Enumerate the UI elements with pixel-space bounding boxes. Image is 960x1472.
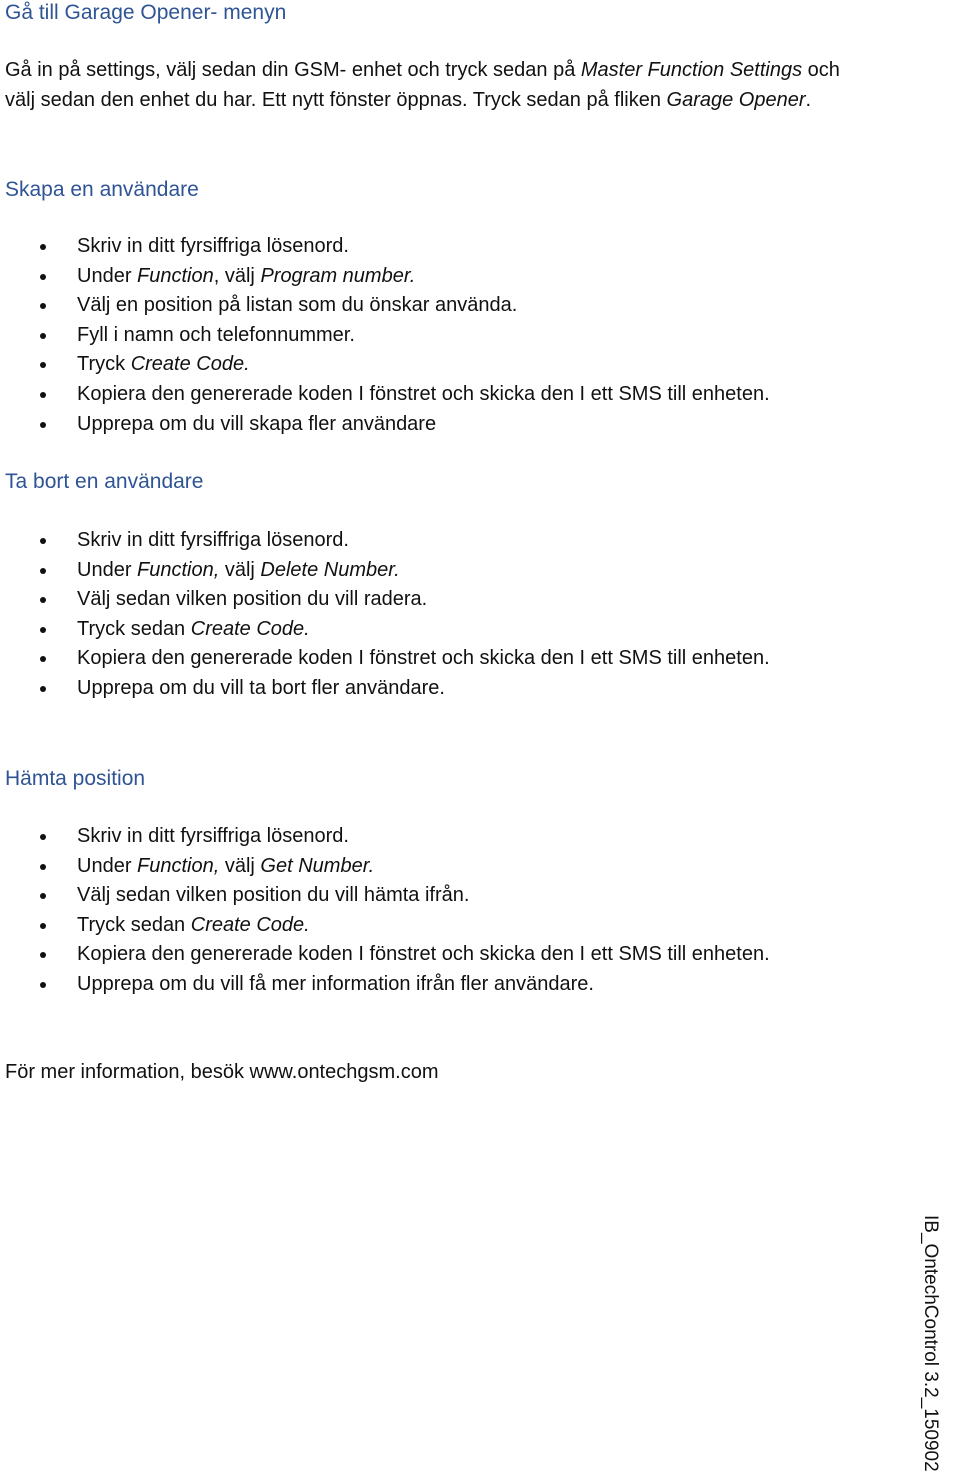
bullet-icon [40,422,46,428]
bullet-icon [40,362,46,368]
list-item-text: Tryck sedan [77,913,191,936]
bullet-icon [40,686,46,692]
bullet-icon [40,568,46,574]
bullet-icon [40,864,46,870]
list-item-text: Välj sedan vilken position du vill radera. [77,588,428,611]
list-item [0,674,770,704]
list-item-text: Välj sedan vilken position du vill hämta ifrån. [77,884,470,907]
list-item [0,822,770,852]
intro-line-2 [5,85,840,115]
list-item [0,232,770,262]
list-item [0,852,770,882]
intro-text: . [805,89,812,111]
list-item-emphasis: Function, [137,558,220,581]
list-item [0,321,770,351]
list-item [0,380,770,410]
list-item [0,911,770,941]
more-info-text: För mer information, besök www.ontechgsm.com [5,1061,439,1083]
list-item [0,556,770,586]
bullet-icon [40,538,46,544]
list-item-text: Tryck sedan [77,617,191,640]
list-item-text: Under [77,854,138,877]
list-item [0,291,770,321]
list-item [0,644,770,674]
list-item [0,350,770,380]
intro-emphasis: Master Function Settings [580,59,803,81]
list-item [0,615,770,645]
list-item-emphasis: Function, [137,854,220,877]
list-item-emphasis: Get Number. [260,854,375,877]
bullet-icon [40,244,46,250]
list-item-text: Skriv in ditt fyrsiffriga lösenord. [77,235,349,257]
bullet-icon [40,923,46,929]
list-item-text: Under [77,264,138,287]
list-item-text: Välj en position på listan som du önskar använda. [77,294,518,317]
bullet-icon [40,274,46,280]
list-item-emphasis: Program number. [260,264,416,287]
list-item-emphasis: Create Code. [130,353,250,376]
section-title-garage-opener: Gå till Garage Opener- menyn [5,1,287,24]
intro-line-1 [5,55,840,85]
list-item-emphasis: Create Code. [190,913,310,936]
list-item-emphasis: Create Code. [190,617,310,640]
bullet-icon [40,982,46,988]
list-item-text: Fyll i namn och telefonnummer. [77,323,355,346]
list-item-text: , välj [213,264,261,287]
delete-user-steps [0,526,770,704]
list-item-text: Under [77,558,138,581]
intro-paragraph [5,55,840,115]
list-item [0,526,770,556]
intro-text: och [802,59,840,81]
list-item-text: Kopiera den genererade koden I fönstret och skicka den I ett SMS till enheten. [77,943,770,966]
intro-text: välj sedan den enhet du har. Ett nytt fönster öppnas. Tryck sedan på fliken [5,89,667,111]
list-item-text: Kopiera den genererade koden I fönstret och skicka den I ett SMS till enheten. [77,647,770,670]
list-item-emphasis: Function [137,264,214,287]
list-item-text: Upprepa om du vill skapa fler användare [77,412,437,435]
list-item [0,940,770,970]
list-item-text: Skriv in ditt fyrsiffriga lösenord. [77,825,349,847]
bullet-icon [40,656,46,662]
list-item [0,585,770,615]
list-item [0,881,770,911]
list-item [0,410,770,440]
bullet-icon [40,597,46,603]
section-title-delete-user: Ta bort en användare [5,470,204,493]
bullet-icon [40,834,46,840]
bullet-icon [40,952,46,958]
list-item-text: välj [219,854,261,877]
list-item-text: Kopiera den genererade koden I fönstret och skicka den I ett SMS till enheten. [77,382,770,405]
bullet-icon [40,333,46,339]
bullet-icon [40,392,46,398]
document-code: IB_OntechControl 3.2_150902 [920,1215,941,1472]
section-title-create-user: Skapa en användare [5,178,199,201]
list-item [0,970,770,1000]
intro-text: Gå in på settings, välj sedan din GSM- enhet och tryck sedan på [5,59,581,81]
list-item [0,262,770,292]
get-position-steps [0,822,770,1000]
bullet-icon [40,893,46,899]
list-item-text: Upprepa om du vill ta bort fler användare. [77,676,445,699]
list-item-emphasis: Delete Number. [260,558,400,581]
list-item-text: Skriv in ditt fyrsiffriga lösenord. [77,529,349,551]
list-item-text: Upprepa om du vill få mer information ifrån fler användare. [77,972,594,995]
create-user-steps [0,232,770,439]
list-item-text: välj [219,558,261,581]
bullet-icon [40,627,46,633]
bullet-icon [40,303,46,309]
intro-emphasis: Garage Opener [666,89,806,111]
section-title-get-position: Hämta position [5,767,146,790]
list-item-text: Tryck [77,353,131,376]
